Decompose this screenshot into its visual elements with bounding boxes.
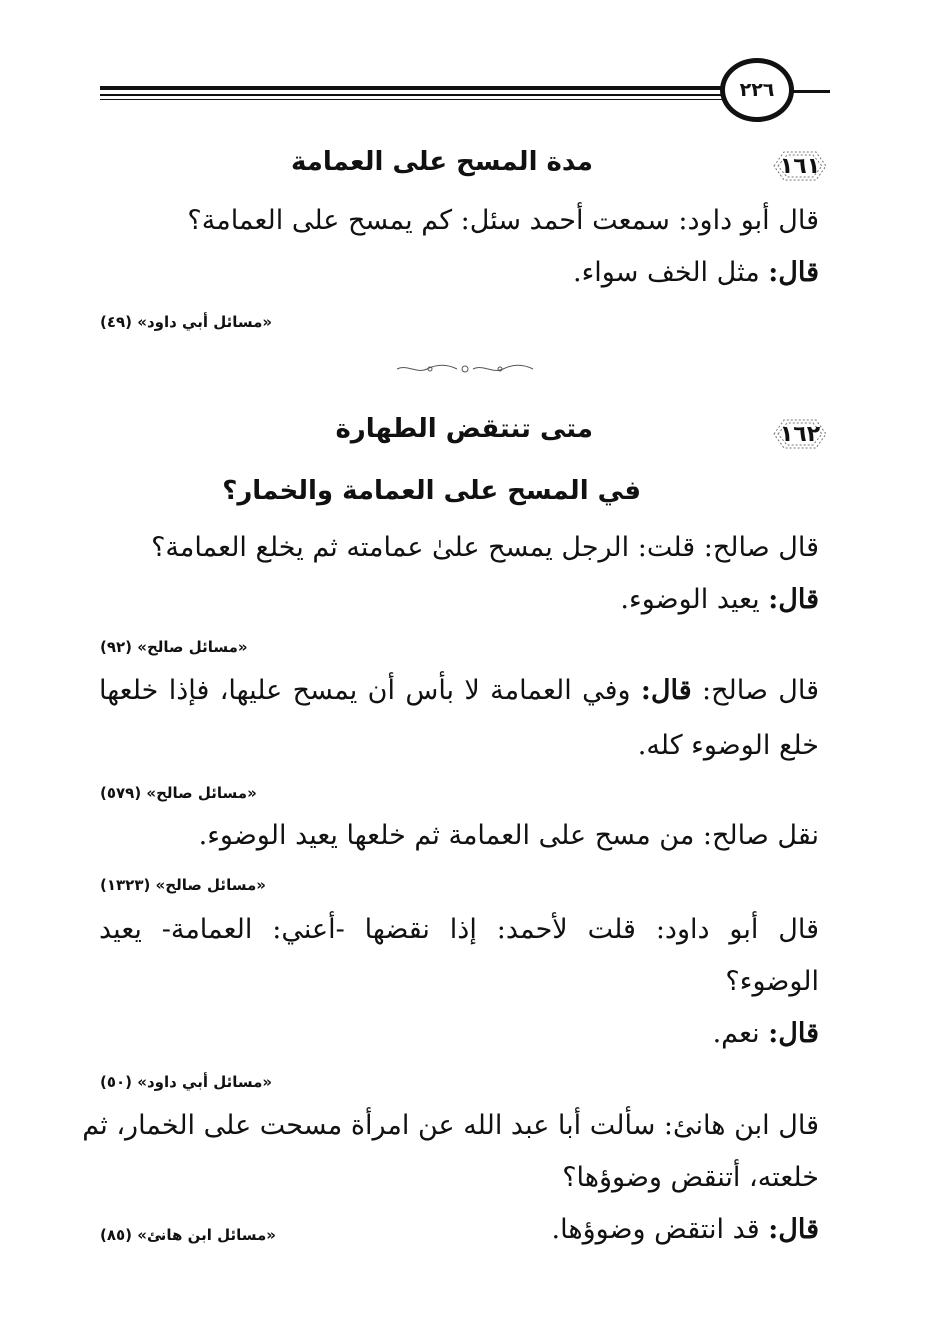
page-number: ٢٢٦	[720, 58, 794, 122]
question-line	[99, 675, 819, 706]
header-rule-end	[790, 90, 830, 93]
answer-text: مثل الخف سواء.	[573, 257, 769, 288]
header-rule	[100, 94, 725, 96]
question-line-continued: خلعته، أتنقض وضوؤها؟	[562, 1162, 819, 1193]
section-number: ١٦١	[779, 153, 821, 179]
source-citation: «مسائل ابن هانئ» (٨٥)	[100, 1226, 276, 1244]
section-title: متى تنتقض الطهارة	[335, 414, 593, 444]
answer-text: قد انتقض وضوؤها.	[551, 1214, 769, 1245]
header-rule	[100, 86, 725, 90]
source-citation: «مسائل أبي داود» (٤٩)	[100, 313, 273, 331]
source-citation: «مسائل أبي داود» (٥٠)	[100, 1073, 273, 1091]
header-rule	[100, 99, 725, 100]
answer-text: نعم.	[712, 1018, 769, 1049]
source-citation: «مسائل صالح» (٩٢)	[100, 638, 248, 656]
answer-label: قال:	[768, 257, 819, 288]
text-line: قال أبو داود: سمعت أحمد سئل: كم يمسح على العمامة؟	[187, 205, 819, 236]
question-line: قال أبو داود: قلت لأحمد: إذا نقضها -أعني: العمامة- يعيد	[99, 914, 819, 945]
answer-line	[573, 257, 819, 288]
answer-line	[620, 584, 819, 615]
divider-ornament-icon	[395, 364, 535, 374]
section-title: مدة المسح على العمامة	[290, 147, 593, 177]
question-line-continued: خلع الوضوء كله.	[637, 730, 819, 761]
question-line: قال صالح: قلت: الرجل يمسح علىٰ عمامته ثم يخلع العمامة؟	[151, 532, 819, 563]
section-subtitle: في المسح على العمامة والخمار؟	[222, 476, 641, 506]
answer-label: قال:	[768, 584, 819, 615]
answer-label: قال:	[768, 1214, 819, 1245]
text-segment: وفي العمامة لا بأس أن يمسح عليها، فإذا خلعها	[99, 675, 641, 706]
answer-line	[713, 1018, 819, 1049]
section-number-badge	[768, 416, 832, 452]
source-citation: «مسائل صالح» (١٣٢٣)	[100, 876, 266, 894]
answer-text: يعيد الوضوء.	[620, 584, 769, 615]
source-citation: «مسائل صالح» (٥٧٩)	[100, 784, 257, 802]
question-line: قال ابن هانئ: سألت أبا عبد الله عن امرأة مسحت على الخمار، ثم	[82, 1110, 819, 1141]
section-number: ١٦٢	[779, 421, 821, 447]
answer-line	[552, 1214, 819, 1245]
section-number-badge	[768, 148, 832, 184]
answer-label: قال:	[768, 1018, 819, 1049]
text-line: نقل صالح: من مسح على العمامة ثم خلعها يعيد الوضوء.	[198, 820, 819, 851]
text-segment: قال صالح:	[691, 675, 819, 706]
inline-label: قال:	[640, 675, 692, 706]
question-line-continued: الوضوء؟	[725, 966, 819, 997]
